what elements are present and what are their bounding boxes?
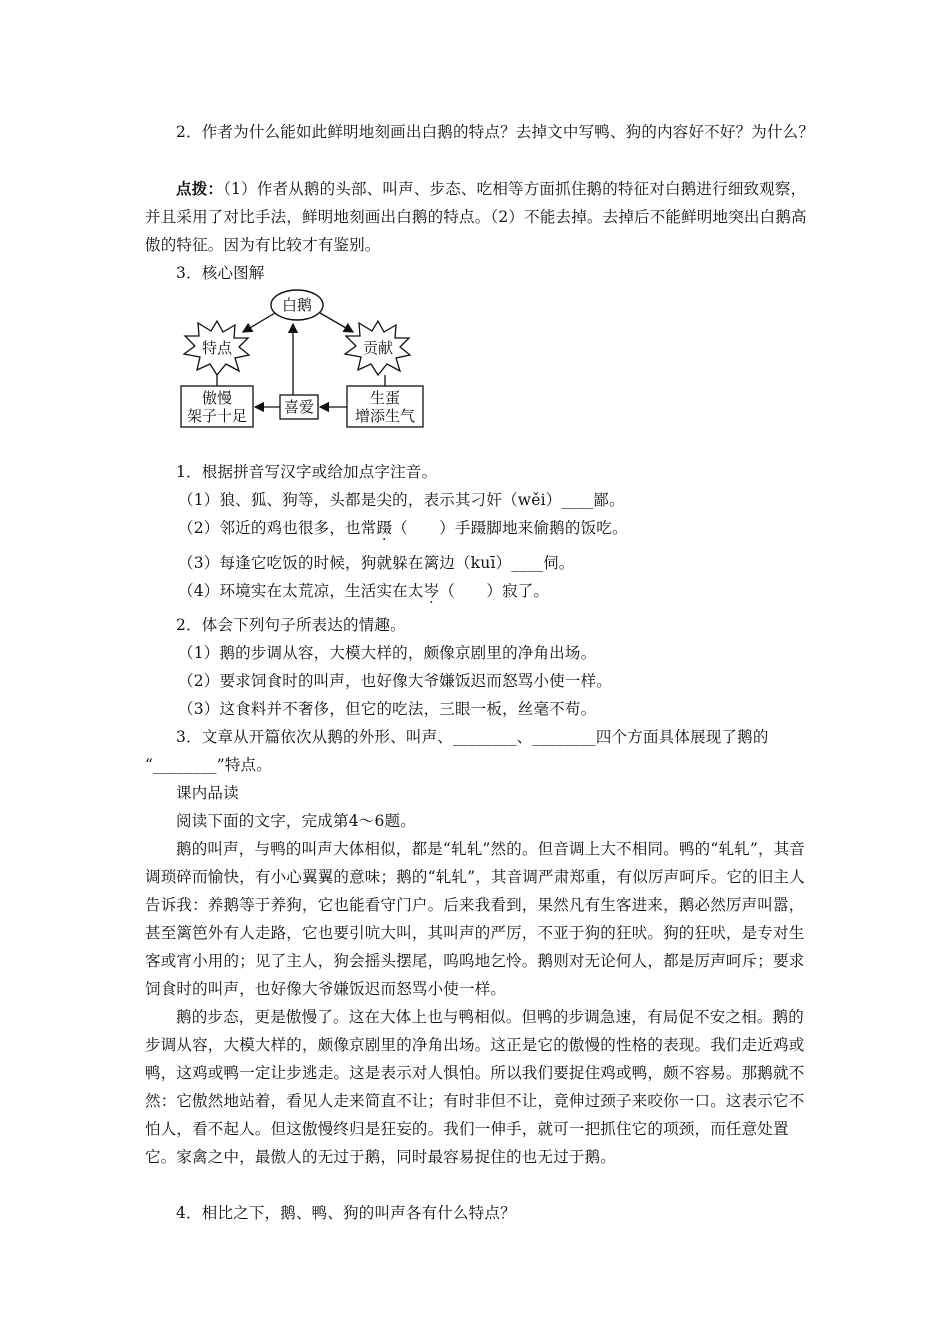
reading-instruction: 阅读下面的文字，完成第4～6题。 xyxy=(176,812,416,830)
arrogance-line2: 架子十足 xyxy=(186,407,248,425)
exercise-2-item-1: （1）鹅的步调从容，大模大样的，颇像京剧里的净角出场。 xyxy=(178,644,597,662)
exercise-2-title: 2．体会下列句子所表达的情趣。 xyxy=(176,616,406,634)
exercise-3-line-2: “________”特点。 xyxy=(145,756,272,774)
hint-text: （1）作者从鹅的头部、叫声、步态、吃相等方面抓住鹅的特征对白鹅进行细致观察，并且采用了对比手法，鲜明地刻画出白鹅的特点。（2）不能去掉。去掉后不能鲜明地突出白鹅高傲的特征。因为有比较才有鉴别。 xyxy=(145,180,807,254)
exercise-3-line-1: 3．文章从开篇依次从鹅的外形、叫声、________、________四个方面具体展现了鹅的 xyxy=(176,728,769,746)
contribution-line2: 增添生气 xyxy=(354,407,416,425)
reading-paragraph-2: 鹅的步态，更是傲慢了。这在大体上也与鸭相似。但鸭的步调急速，有局促不安之相。鹅的步调从容，大模大样的，颇像京剧里的净角出场。这正是它的傲慢的性格的表现。我们走近鸡或鸭，这鸡或鸭一定让步逃走。这是表示对人惧怕。所以我们要捉住鸡或鸭，颇不容易。那鹅就不然：它傲然地站着，看见人走来简直不让；有时非但不让，竟伸过颈子来咬你一口。这表示它不怕人，看不起人。但这傲慢终归是狂妄的。我们一伸手，就可一把抓住它的项颈，而任意处置它。家禽之中，最傲人的无过于鹅，同时最容易捉住的也无过于鹅。 xyxy=(145,1008,805,1166)
contribution-label: 贡献 xyxy=(362,339,394,357)
white-goose-label: 白鹅 xyxy=(281,296,313,314)
exercise-1-item-3: （3）每逢它吃饭的时候，狗就躲在篱边（kuī）____伺。 xyxy=(178,554,575,572)
reading-paragraph-1: 鹅的叫声，与鸭的叫声大体相似，都是“轧轧”然的。但音调上大不相同。鸭的“轧轧”，其音调琐碎而愉快，有小心翼翼的意味；鹅的“轧轧”，其音调严肃郑重，有似厉声呵斥。它的旧主人告诉我：养鹅等于养狗，它也能看守门户。后来我看到，果然凡有生客进来，鹅必然厉声叫嚣，甚至篱笆外有人走路，它也要引吭大叫，其叫声的严厉，不亚于狗的狂吠。狗的狂吠，是专对生客或宵小用的；见了主人，狗会摇头摆尾，呜呜地乞怜。鹅则对无论何人，都是厉声呵斥；要求饲食时的叫声，也好像大爷嫌饭迟而怒骂小使一样。 xyxy=(145,840,806,998)
question-4: 4．相比之下，鹅、鸭、狗的叫声各有什么特点？ xyxy=(176,1204,516,1222)
exercise-1-item-1: （1）狼、狐、狗等，头都是尖的，表示其刁奸（wěi）____鄙。 xyxy=(178,491,625,509)
exercise-1-item-2: （2）邻近的鸡也很多，也常蹑（ ）手蹑脚地来偷鹅的饭吃。 xyxy=(178,519,628,537)
core-diagram xyxy=(175,288,435,433)
reading-heading: 课内品读 xyxy=(176,784,239,802)
exercise-1-title: 1．根据拼音写汉字或给加点字注音。 xyxy=(176,463,438,481)
hint-label: 点拨： xyxy=(176,179,224,198)
dotted-char: 蹑 xyxy=(376,519,393,537)
fondness-label: 喜爱 xyxy=(283,398,315,416)
question-2: 2．作者为什么能如此鲜明地刻画出白鹅的特点？去掉文中写鸭、狗的内容好不好？为什么？ xyxy=(176,123,815,141)
section-title-diagram: 3．核心图解 xyxy=(176,264,265,282)
dotted-char: 岑 xyxy=(423,582,440,600)
exercise-2-item-2: （2）要求饲食时的叫声，也好像大爷嫌饭迟而怒骂小使一样。 xyxy=(178,672,612,690)
exercise-2-item-3: （3）这食料并不奢侈，但它的吃法，三眼一板，丝毫不苟。 xyxy=(178,700,597,718)
features-label: 特点 xyxy=(201,339,233,357)
hint-paragraph xyxy=(145,175,815,259)
contribution-line1: 生蛋 xyxy=(369,389,401,407)
exercise-1-item-4: （4）环境实在太荒凉，生活实在太岑（ ）寂了。 xyxy=(178,582,550,600)
arrogance-line1: 傲慢 xyxy=(201,389,233,407)
